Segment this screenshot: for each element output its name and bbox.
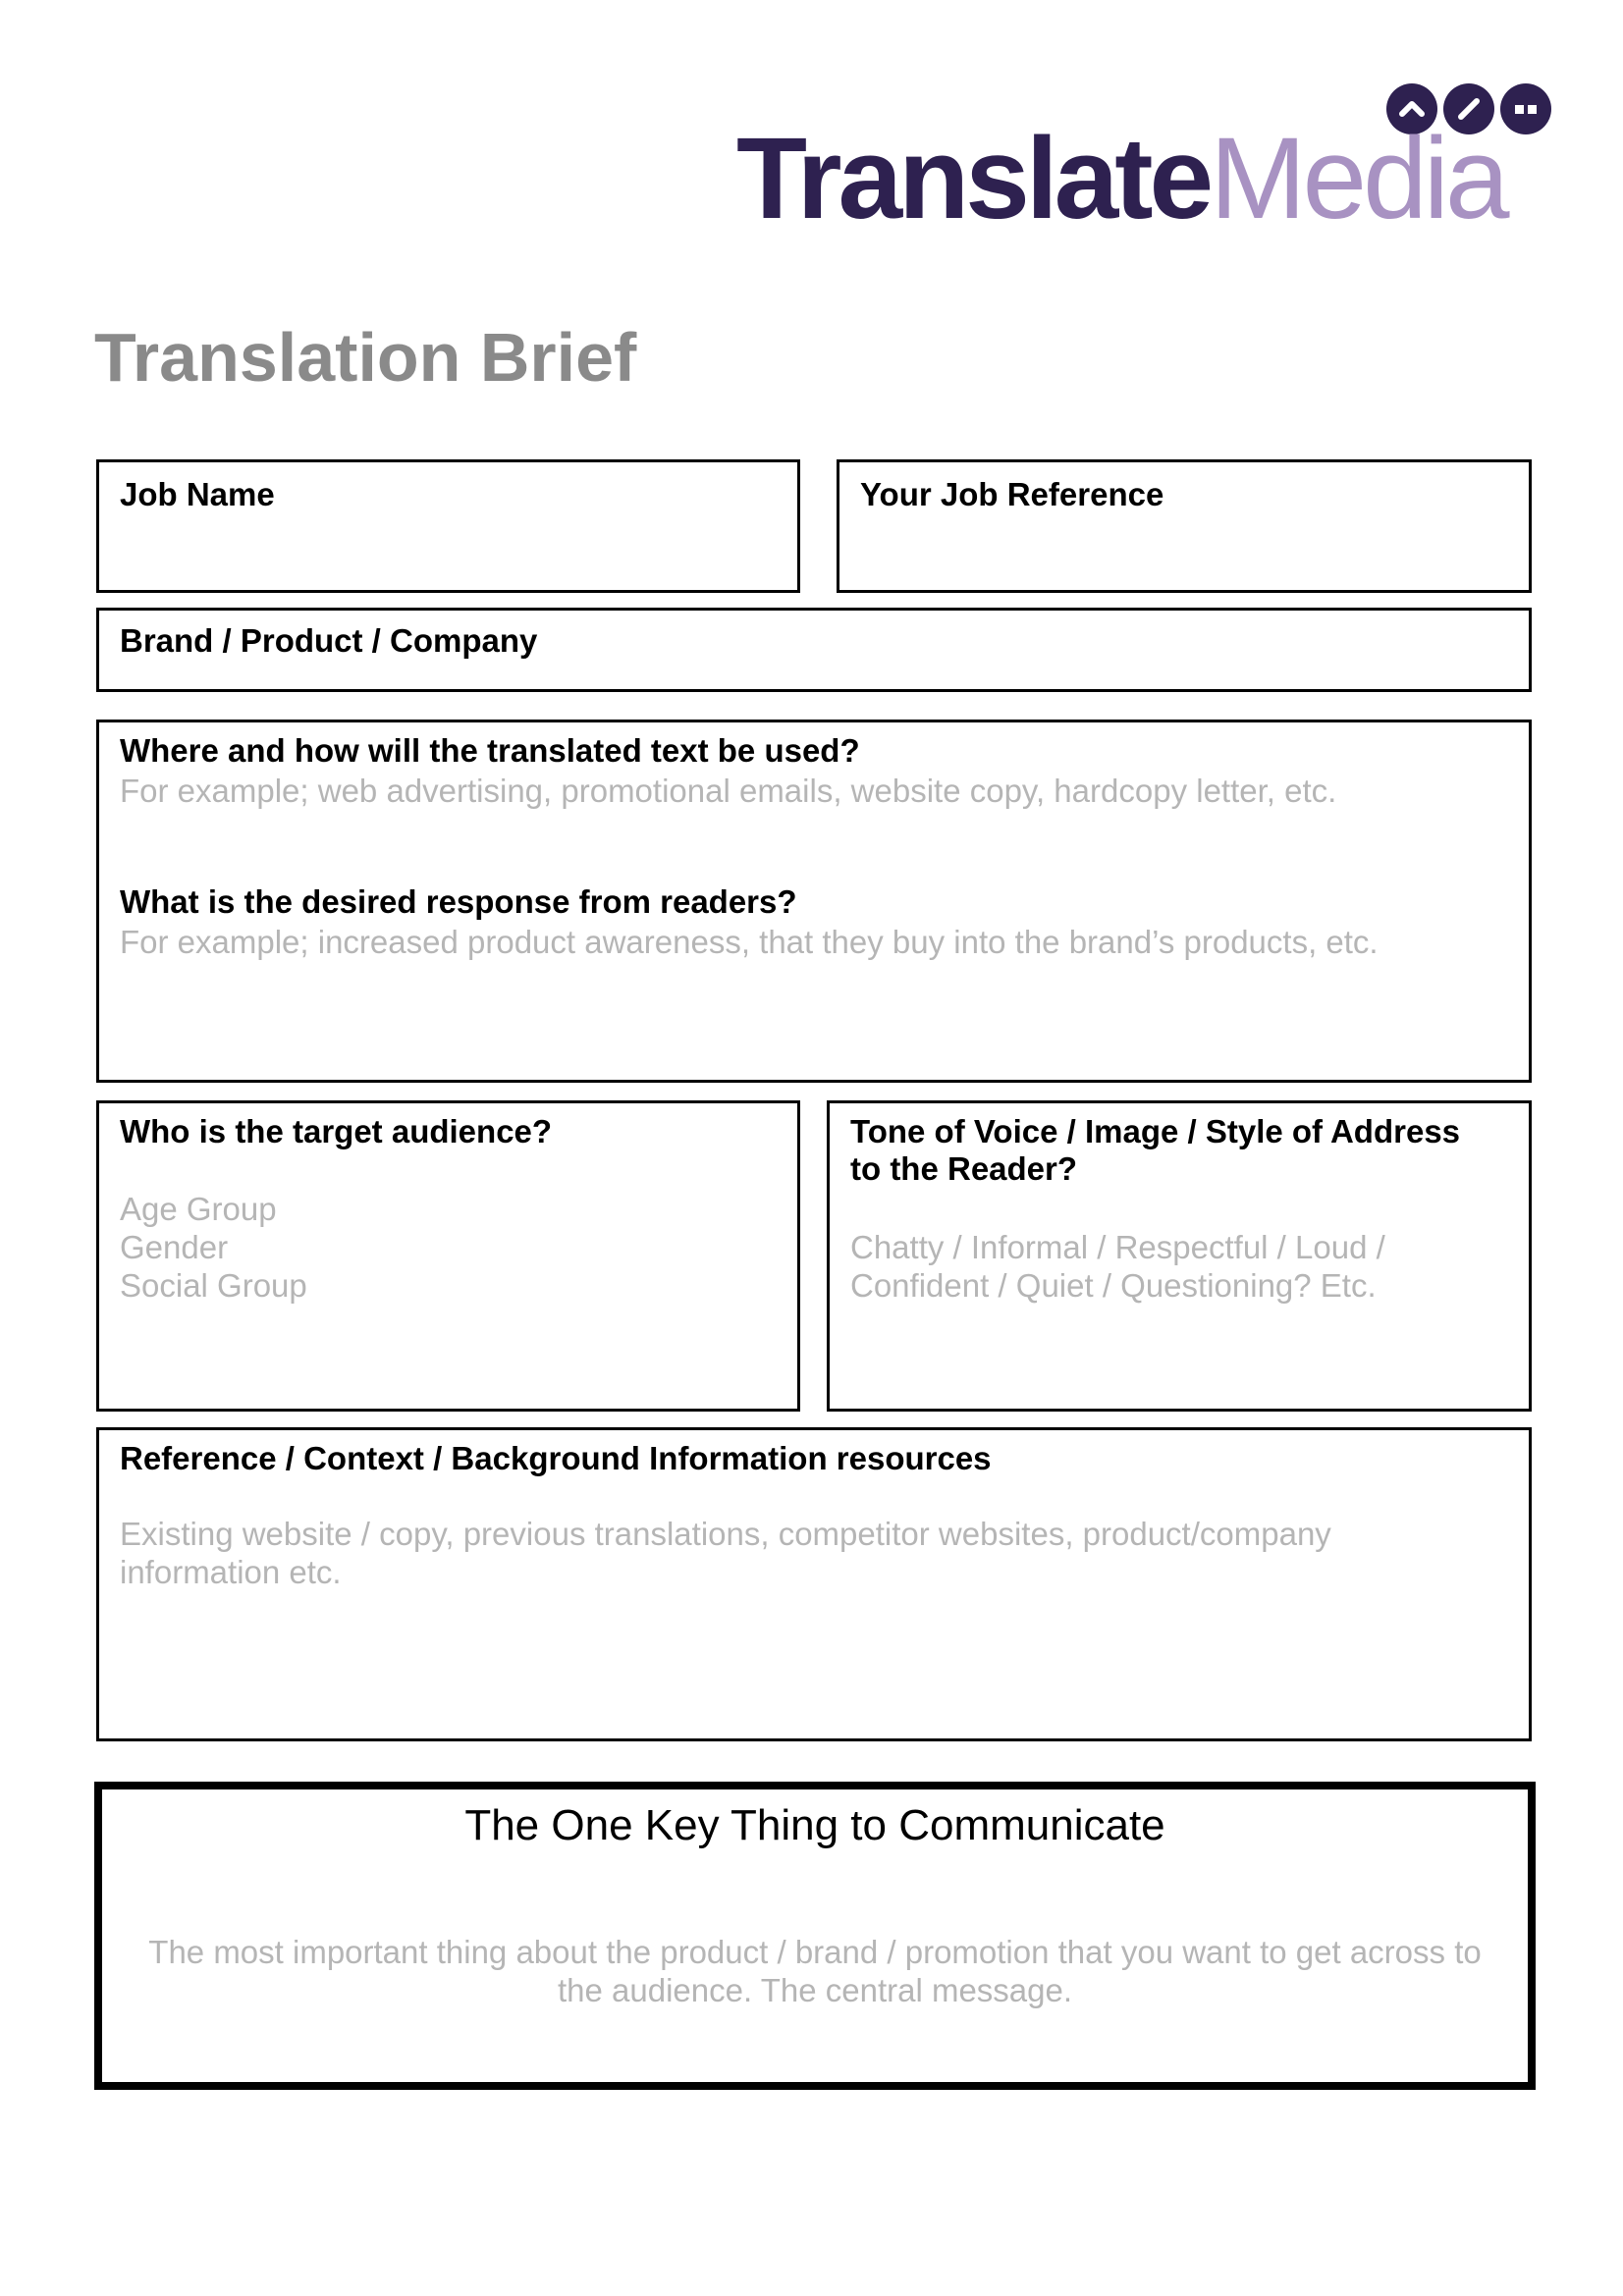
tone-label-line-1: Tone of Voice / Image / Style of Address	[850, 1113, 1461, 1149]
brand-product-company-field[interactable]	[96, 608, 1532, 692]
logo-wordmark: TranslateMedia	[736, 114, 1506, 243]
usage-hint: For example; web advertising, promotional emails, website copy, hardcopy letter, etc.	[120, 773, 1337, 809]
audience-hint-gender: Gender	[120, 1229, 229, 1265]
double-square-icon	[1500, 83, 1551, 134]
tone-hint-line-2: Confident / Quiet / Questioning? Etc.	[850, 1267, 1377, 1304]
tone-hint-line-1: Chatty / Informal / Respectful / Loud /	[850, 1229, 1385, 1265]
key-thing-hint-line-2: the audience. The central message.	[557, 1972, 1073, 2008]
page-title: Translation Brief	[94, 319, 637, 396]
key-thing-title: The One Key Thing to Communicate	[464, 1801, 1165, 1849]
key-thing-hint-line-1: The most important thing about the product / brand / promotion that you want to get across to	[148, 1934, 1482, 1970]
reference-label: Reference / Context / Background Information resources	[120, 1440, 992, 1476]
reference-context-field[interactable]	[96, 1427, 1532, 1741]
target-audience-field[interactable]	[96, 1100, 800, 1412]
key-thing-field[interactable]	[94, 1782, 1536, 2090]
job-reference-field[interactable]	[837, 459, 1532, 593]
response-label: What is the desired response from readers?	[120, 883, 797, 920]
tone-label-line-2: to the Reader?	[850, 1150, 1078, 1187]
reference-hint-line-1: Existing website / copy, previous translations, competitor websites, product/company	[120, 1516, 1331, 1552]
response-hint: For example; increased product awareness, that they buy into the brand’s products, etc.	[120, 924, 1379, 960]
audience-hint-social: Social Group	[120, 1267, 307, 1304]
tone-of-voice-field[interactable]	[827, 1100, 1532, 1412]
usage-label: Where and how will the translated text be used?	[120, 732, 860, 769]
reference-hint-line-2: information etc.	[120, 1554, 342, 1590]
brand-label: Brand / Product / Company	[120, 622, 538, 659]
job-name-label: Job Name	[120, 476, 275, 512]
job-reference-label: Your Job Reference	[860, 476, 1164, 512]
job-name-field[interactable]	[96, 459, 800, 593]
usage-response-field[interactable]	[96, 720, 1532, 1083]
audience-label: Who is the target audience?	[120, 1113, 553, 1149]
audience-hint-age: Age Group	[120, 1191, 277, 1227]
translatemedia-logo	[736, 83, 1561, 243]
